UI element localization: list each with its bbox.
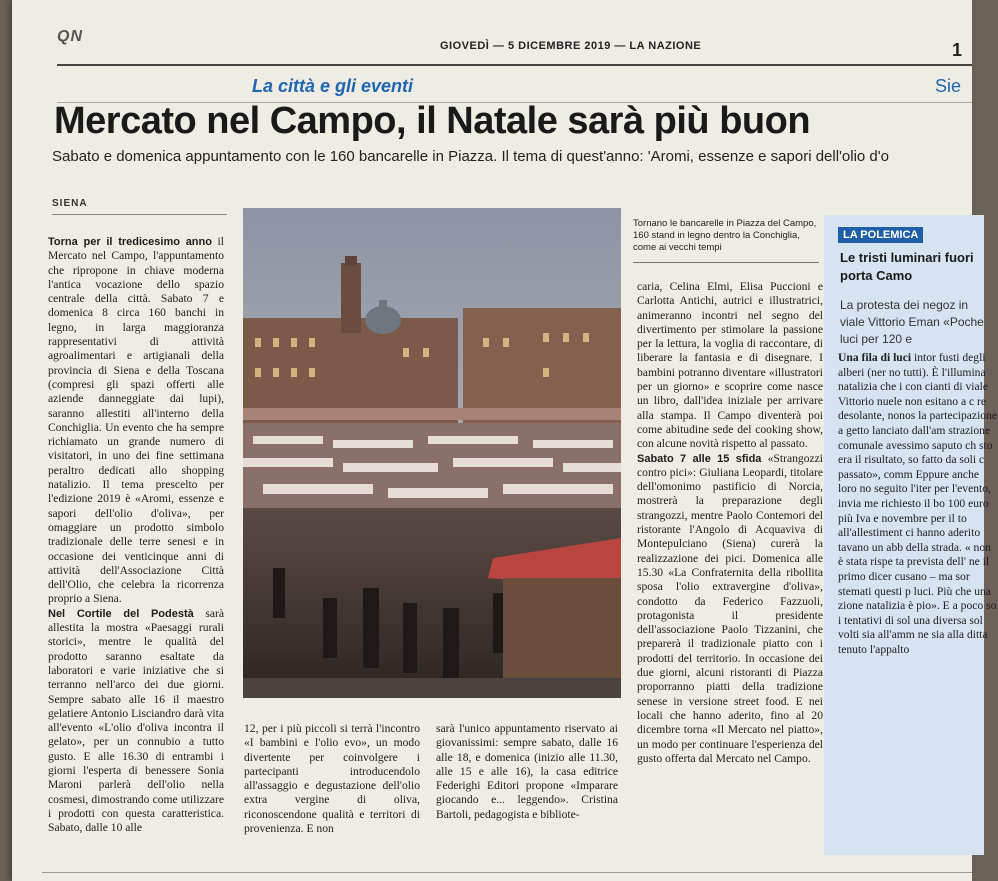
bottom-rule [42, 872, 972, 873]
header-rule [57, 64, 972, 66]
article-column-4 [637, 280, 823, 766]
column-text: caria, Celina Elmi, Elisa Puccioni e Carlotta Antichi, autrici e illustratrici, animeranno incontri nel segno del divertimento per stimolare la passione per la lettura, la voglia di raccontare, di liberare la fantasia e di disegnare. I bambini potranno diventare «illustratori per un giorno» e scoprire come nasce un libro, dall'idea iniziale per arrivare alla stampa. Il Campo diventerà poi come abitudine sede del cooking show, con alcune novità rispetto al passato. [637, 280, 823, 451]
sidebar-polemica [824, 215, 998, 855]
lead-in: Sabato 7 alle 15 sfida [637, 452, 762, 465]
sidebar-text: intor fusti degli alberi (ner no tutti). È l'illumina natalizia che i con cianti di viale Vittorio nuele non esitano a c re desolante, nonos la partecipazione a getto lanciato dall'am strazione comunale avessimo saputo ch sto era il risultato, so fatto da soli c passato», comm Eppure anche loro no seguito l'iter per l'evento, invia me richiesto il bo 100 euro più Iva e novembre per il to all'allestiment ci hanno aderito tavano un abb della strada. « non è stata rispe ta prevista dell' ne il primo dicer cusano – ma sor stemati questi p luci. Più che una zione natalizia è pio». E a poco so i tentativi di sol una diversa sol volti sia all'amm ne sia alla ditta tenuto l'appalto [838, 351, 998, 656]
caption-rule [633, 262, 819, 263]
page-number: 1 [951, 40, 962, 60]
kicker: SIENA [52, 198, 88, 209]
photo-caption: Tornano le bancarelle in Piazza del Campo, 160 stand in legno dentro la Conchiglia, come ai vecchi tempi [633, 218, 817, 253]
sidebar-title: Le tristi luminari fuori porta Camo [840, 250, 974, 283]
section-label: La città e gli eventi [252, 76, 414, 96]
lead-in: Nel Cortile del Podestà [48, 607, 194, 620]
lead-in: Torna per il tredicesimo anno [48, 236, 212, 248]
subheadline: Sabato e domenica appuntamento con le 160 bancarelle in Piazza. Il tema di quest'anno: 'Aromi, essenze e sapori dell'olio d'o [52, 148, 889, 165]
section-label-right: Sie [935, 76, 962, 96]
column-text: «Strangozzi contro pici»: Giuliana Leopardi, titolare dell'omonimo pastificio di Norcia, mostrerà la preparazione degli strangozzi, mentre Paolo Contemori del ristorante l'Angolo di Acquaviva di Montepulciano (Siena) curerà la realizzazione dei pici. Domenica alle 15.30 «La Confraternita della ribollita sposa l'olio extravergine d'oliva», condotto da Federico Fazzuoli, protagonista il presidente dell'associazione Paolo Tizzanini, che preparerà il tradizionale piatto con i prodotti del territorio. In occasione dei due giorni, alcuni ristoranti di Piazza proporranno piatti della tradizione senese in versione street food. E nei locali che hanno aderito, fino al 20 dicembre torna «Il Mercato nel piatto», un modo per continuare l'esperienza del gusto offerta dal Mercato nel Campo. [637, 451, 823, 765]
lead-in: Una fila di luci [838, 351, 912, 364]
article-photo [243, 208, 621, 698]
sidebar-dek: La protesta dei negoz in viale Vittorio Eman «Poche luci per 120 e [840, 298, 984, 346]
article-column-3 [436, 722, 618, 822]
headline: Mercato nel Campo, il Natale sarà più buon [54, 100, 811, 142]
article-column-2 [244, 722, 420, 836]
column-text: il Mercato nel Campo, l'appuntamento che ripropone in chiave moderna l'antica vocazione dello spazio centrale della città. Sabato 7 e domenica 8 circa 160 banchi in legno, in larga maggioranza rappresentativi di attività agroalimentari e artigianali della provincia di Siena e della Toscana (compresi gli spazi offerti alle aziende danneggiate dai lupi), saranno allestiti all'interno della Conchiglia. Un evento che ha sempre richiamato un grande numero di visitatori, in uno dei fine settimana peraltro dedicati allo shopping natalizio. Il tema prescelto per l'edizione 2019 è «Aromi, essenze e sapori dell'olio d'oliva», per omaggiare un prodotto simbolo tradizionale delle terre senesi e in occasione dei venticinque anni di attività dell'Associazione Città dell'Olio, che celebra la ricorrenza proprio a Siena. [48, 235, 224, 606]
column-text: 12, per i più piccoli si terrà l'incontro «I bambini e l'olio evo», un modo divertente per coinvolgere i partecipanti introducendolo all'assaggio e degustazione dell'olio extra vergine di oliva, riconoscendone qualità e territori di provenienza. E non [244, 722, 420, 836]
newspaper-logo: QN [57, 28, 83, 45]
dateline: GIOVEDÌ — 5 DICEMBRE 2019 — LA NAZIONE [440, 40, 702, 52]
masthead [52, 28, 962, 60]
newspaper-page [12, 0, 998, 881]
sidebar-body [838, 351, 998, 657]
article-column-1 [48, 235, 224, 835]
column-text: sarà l'unico appuntamento riservato ai giovanissimi: sempre sabato, dalle 16 alle 18, e domenica (inizio alle 11.30, alle 15 e alle 16), la casa editrice Federighi Editori propone «Imparare giocando e... leggendo». Cristina Bartoli, pedagogista e bibliote- [436, 722, 618, 821]
column-text: sarà allestita la mostra «Paesaggi rurali storici», mentre le qualità del prodotto saranno esaltate da laboratori e varie iniziative che si terranno nell'arco dei due giorni. Sempre sabato alle 16 il maestro gelatiere Antonio Lisciandro darà vita all'evento «L'olio d'oliva incontra il gelato», per un connubio a tutto gusto. E alle 16.30 di entrambi i giorni l'esperta di benessere Sonia Maroni parlerà dell'olio nella cosmesi, dimostrando come utilizzare i prodotti con questa caratteristica. Sabato, dalle 10 alle [48, 606, 224, 835]
sidebar-tag: LA POLEMICA [838, 227, 923, 243]
kicker-rule [52, 214, 227, 215]
